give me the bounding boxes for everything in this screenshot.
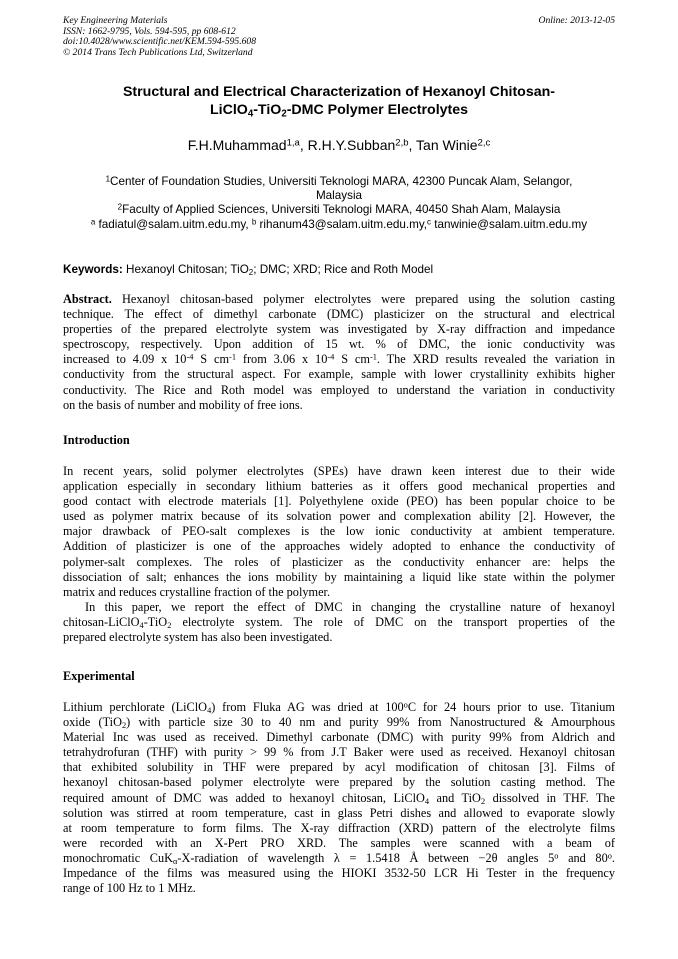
affiliation-2: $^2$Faculty of Applied Sciences, Universiti Teknologi MARA, 40450 Shah Alam, Malaysia: [117, 202, 561, 217]
keywords-label: Keywords:: [63, 263, 123, 276]
introduction-heading: Introduction: [63, 433, 130, 447]
abstract-label: Abstract.: [63, 292, 112, 306]
experimental-heading: Experimental: [63, 669, 135, 683]
journal-header: [63, 16, 615, 58]
issn-line: ISSN: 1662-9795, Vols. 594-595, pp 608-612: [63, 25, 236, 37]
author-list: F.H.Muhammad$^{1,a}$, R.H.Y.Subban$^{2,b}$, Tan Winie$^{2,c}$: [187, 137, 491, 153]
affiliations: [63, 175, 615, 232]
introduction-paragraph-1: In recent years, solid polymer electrolytes (SPEs) have drawn keen interest due to their wide application especially in secondary lithium batteries as it offers good mechanical properties and good contact with electrode materials [1]. Polyethylene oxide (PEO) has been popular choice to be used as polymer matrix because of its solvation power and complexation ability [2]. However, the major drawback of PEO-salt complexes is the low ionic conductivity at ambient temperature. Addition of plasticizer is one of the approaches widely adopted to enhance the conductivity of polymer-salt complexes. The roles of plasticizer as the conductivity enhancer are: helps the dissociation of salt; enhances the ions mobility by maintaining a liquid like state within the polymer matrix and reduces crystalline fraction of the polymer. In this paper, we report the effect of DMC in changing the crystalline nature of hexanoyl chitosan-LiClO$_4$-TiO$_2$ electrolyte system. The role of DMC on the transport properties of the prepared electrolyte system has also been investigated.: [63, 464, 615, 645]
doi-line: doi:10.4028/www.scientific.net/KEM.594-595.608: [63, 36, 257, 48]
abstract-paragraph: Abstract. Hexanoyl chitosan-based polymer electrolytes were prepared using the solution casting technique. The effect of dimethyl carbonate (DMC) plasticizer on the structural and electrical properties of the prepared electrolyte system was investigated by X-ray diffraction and impedance spectroscopy, respectively. Upon addition of 15 wt. % of DMC, the ionic conductivity was increased to 4.09 x $10^{-4}$ S $cm^{-1}$ from 3.06 x $10^{-4}$ S $cm^{-1}$. The XRD results revealed the variation in conductivity from the structural aspect. For example, sample with lower crystallinity exhibits higher conductivity. The Rice and Roth model was employed to understand the variation in conductivity on the basis of number and mobility of free ions.: [63, 292, 615, 412]
experimental-paragraph: Lithium perchlorate (LiClO$_4$) from Fluka AG was dried at 100$^o$C for 24 hours prior to use. Titanium oxide (TiO$_2$) with particle size 30 to 40 nm and purity 99% from Nanostructured & Amourphous Material Inc was used as received. Dimethyl carbonate (DMC) with purity 99% from Aldrich and tetrahydrofuran (THF) with purity > 99 % from J.T Baker were used as received. Hexanoyl chitosan that exhibited solubility in THF were prepared by acyl modification of chitosan [3]. Films of hexanoyl chitosan-based polymer electrolyte were prepared by the solution casting method. The required amount of DMC was added to hexanoyl chitosan, LiClO$_4$ and TiO$_2$ dissolved in THF. The solution was stirred at room temperature, cast in glass Petri dishes and allowed to evaporate slowly at room temperature to form films. The X-ray diffraction (XRD) pattern of the electrolyte films were recorded with an X-Pert PRO XRD. The samples were scanned with a beam of monochromatic CuK$_\alpha$-X-radiation of wavelength λ = 1.5418 Å between −2θ angles 5$^o$ and 80$^o$. Impedance of the films was measured using the HIOKI 3532-50 LCR Hi Tester in the frequency range of 100 Hz to 1 MHz.: [63, 700, 616, 896]
journal-name: Key Engineering Materials: [63, 15, 168, 26]
keywords-line: Keywords: Hexanoyl Chitosan; TiO$_2$; DMC; XRD; Rice and Roth Model: [63, 263, 434, 277]
copyright-line: © 2014 Trans Tech Publications Ltd, Switzerland: [63, 46, 253, 58]
author-emails: $^a$ fadiatul@salam.uitm.edu.my, $^b$ rihanum43@salam.uitm.edu.my,$^c$ tanwinie@salam.uitm.edu.my: [90, 217, 588, 231]
online-date: Online: 2013-12-05: [538, 15, 615, 26]
affiliation-1: $^1$Center of Foundation Studies, Universiti Teknologi MARA, 42300 Puncak Alam, Selangor, Malaysia: [105, 174, 573, 203]
paper-title: Structural and Electrical Characterization of Hexanoyl Chitosan- LiClO$_4$-TiO$_2$-DMC Polymer Electrolytes: [122, 84, 556, 119]
